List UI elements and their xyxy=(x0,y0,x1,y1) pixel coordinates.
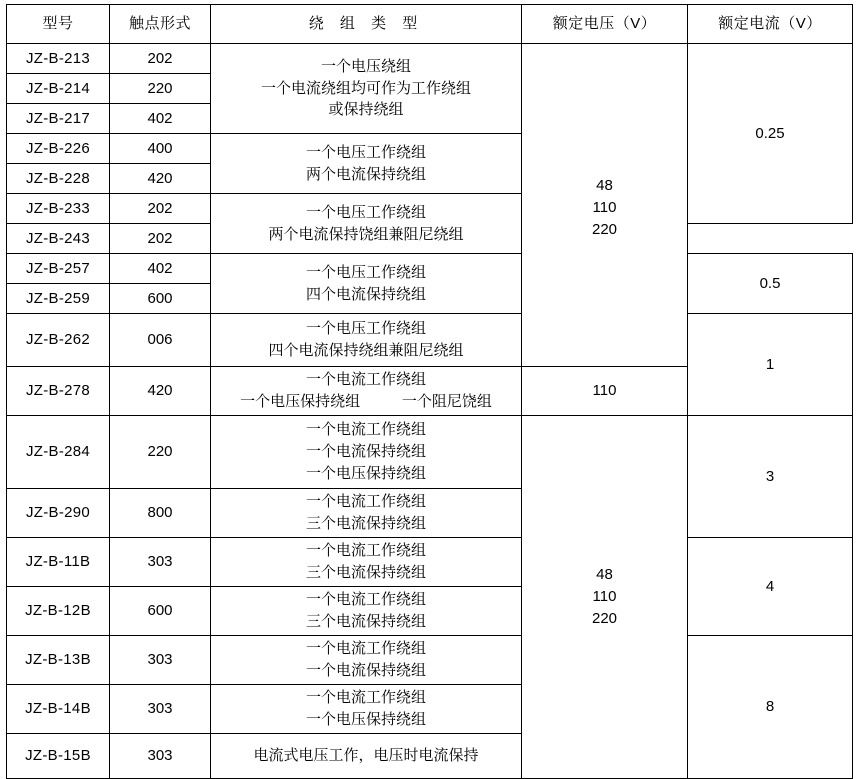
cell-winding xyxy=(211,314,522,367)
cell-contact: 800 xyxy=(110,489,211,538)
winding-line: 一个电流工作绕组 xyxy=(305,591,426,609)
cell-contact: 202 xyxy=(110,44,211,74)
table-row xyxy=(7,254,853,284)
current-value: 4 xyxy=(765,577,775,595)
cell-contact: 303 xyxy=(110,734,211,779)
cell-voltage xyxy=(522,416,688,779)
cell-winding xyxy=(211,489,522,538)
cell-winding xyxy=(211,134,522,194)
header-contact-form: 触点形式 xyxy=(110,5,211,44)
winding-line: 一个电压保持绕组 一个阻尼饶组 xyxy=(240,393,492,410)
cell-model: JZ-B-290 xyxy=(7,489,110,538)
cell-model: JZ-B-243 xyxy=(7,224,110,254)
cell-current xyxy=(688,314,853,416)
cell-winding xyxy=(211,636,522,685)
table-body xyxy=(7,44,853,779)
cell-contact: 420 xyxy=(110,367,211,416)
cell-model: JZ-B-262 xyxy=(7,314,110,367)
current-value: 0.25 xyxy=(755,124,785,142)
cell-model: JZ-B-217 xyxy=(7,104,110,134)
current-value: 1 xyxy=(765,355,775,373)
cell-model: JZ-B-11B xyxy=(7,538,110,587)
cell-contact: 202 xyxy=(110,224,211,254)
winding-line: 一个电压保持绕组 xyxy=(305,711,426,728)
cell-winding xyxy=(211,734,522,779)
voltage-value: 220 xyxy=(591,609,618,627)
cell-winding xyxy=(211,367,522,416)
voltage-value: 48 xyxy=(596,177,613,195)
winding-line: 一个电压工作绕组 xyxy=(305,143,426,161)
winding-line: 一个电流工作绕组 xyxy=(305,542,426,560)
winding-line: 或保持绕组 xyxy=(328,101,404,119)
table-row xyxy=(7,538,853,587)
voltage-value: 110 xyxy=(592,382,617,400)
cell-model: JZ-B-233 xyxy=(7,194,110,224)
cell-current xyxy=(688,254,853,314)
cell-voltage xyxy=(522,44,688,367)
cell-model: JZ-B-226 xyxy=(7,134,110,164)
cell-model: JZ-B-257 xyxy=(7,254,110,284)
winding-line: 四个电流保持绕组 xyxy=(305,285,426,303)
cell-winding xyxy=(211,44,522,134)
table-row xyxy=(7,314,853,367)
cell-current xyxy=(688,416,853,538)
cell-current xyxy=(688,44,853,224)
cell-contact: 402 xyxy=(110,104,211,134)
winding-line: 一个电流保持绕组 xyxy=(305,662,426,679)
cell-contact: 220 xyxy=(110,74,211,104)
cell-contact: 400 xyxy=(110,134,211,164)
voltage-value: 220 xyxy=(591,220,618,238)
cell-model: JZ-B-15B xyxy=(7,734,110,779)
winding-line: 一个电流保持绕组 xyxy=(305,443,426,461)
current-value: 3 xyxy=(765,467,775,485)
cell-voltage xyxy=(522,367,688,416)
cell-model: JZ-B-259 xyxy=(7,284,110,314)
cell-model: JZ-B-213 xyxy=(7,44,110,74)
cell-contact: 402 xyxy=(110,254,211,284)
voltage-value: 110 xyxy=(592,588,617,606)
winding-line: 一个电流绕组均可作为工作绕组 xyxy=(260,79,471,97)
cell-winding xyxy=(211,416,522,489)
cell-contact: 303 xyxy=(110,538,211,587)
header-rated-current: 额定电流（V） xyxy=(688,5,853,44)
header-winding-type: 绕 组 类 型 xyxy=(211,5,522,44)
table-header-row xyxy=(7,5,853,44)
table-row xyxy=(7,44,853,74)
cell-contact: 220 xyxy=(110,416,211,489)
winding-line: 一个电流工作绕组 xyxy=(305,421,426,439)
cell-contact: 303 xyxy=(110,636,211,685)
winding-line: 一个电压工作绕组 xyxy=(305,203,426,221)
winding-line: 一个电压绕组 xyxy=(320,57,411,75)
cell-current xyxy=(688,538,853,636)
cell-model: JZ-B-214 xyxy=(7,74,110,104)
cell-model: JZ-B-13B xyxy=(7,636,110,685)
winding-line: 电流式电压工作，电压时电流保持 xyxy=(253,747,479,765)
cell-contact: 420 xyxy=(110,164,211,194)
table-row xyxy=(7,416,853,489)
winding-line: 一个电流工作绕组 xyxy=(305,493,426,511)
current-value: 0.5 xyxy=(759,274,781,292)
spec-sheet xyxy=(0,4,861,765)
cell-model: JZ-B-14B xyxy=(7,685,110,734)
cell-winding xyxy=(211,587,522,636)
winding-line: 两个电流保持绕组 xyxy=(305,165,426,183)
winding-line: 一个电压工作绕组 xyxy=(305,263,426,281)
cell-winding xyxy=(211,194,522,254)
header-rated-voltage: 额定电压（V） xyxy=(522,5,688,44)
voltage-value: 110 xyxy=(592,199,617,217)
cell-winding xyxy=(211,685,522,734)
winding-line: 四个电流保持绕组兼阻尼绕组 xyxy=(268,342,464,359)
winding-line: 一个电流工作绕组 xyxy=(305,371,426,389)
winding-line: 一个电压工作绕组 xyxy=(305,320,426,338)
current-value: 8 xyxy=(765,698,775,716)
cell-contact: 303 xyxy=(110,685,211,734)
cell-model: JZ-B-284 xyxy=(7,416,110,489)
cell-winding xyxy=(211,538,522,587)
winding-line: 一个电流工作绕组 xyxy=(305,640,426,658)
cell-contact: 600 xyxy=(110,587,211,636)
winding-line: 三个电流保持绕组 xyxy=(305,515,426,532)
cell-contact: 600 xyxy=(110,284,211,314)
cell-current xyxy=(688,636,853,779)
winding-line: 三个电流保持绕组 xyxy=(305,613,426,630)
table-head xyxy=(7,5,853,44)
cell-model: JZ-B-278 xyxy=(7,367,110,416)
voltage-value: 48 xyxy=(596,566,613,584)
winding-line: 一个电流工作绕组 xyxy=(305,689,426,707)
cell-winding xyxy=(211,254,522,314)
cell-model: JZ-B-228 xyxy=(7,164,110,194)
winding-line: 三个电流保持绕组 xyxy=(305,564,426,581)
header-model: 型号 xyxy=(7,5,110,44)
cell-model: JZ-B-12B xyxy=(7,587,110,636)
table-row xyxy=(7,636,853,685)
relay-spec-table xyxy=(6,4,853,779)
winding-line: 两个电流保持饶组兼阻尼绕组 xyxy=(268,225,464,243)
cell-contact: 006 xyxy=(110,314,211,367)
cell-contact: 202 xyxy=(110,194,211,224)
winding-line: 一个电压保持绕组 xyxy=(305,464,426,482)
